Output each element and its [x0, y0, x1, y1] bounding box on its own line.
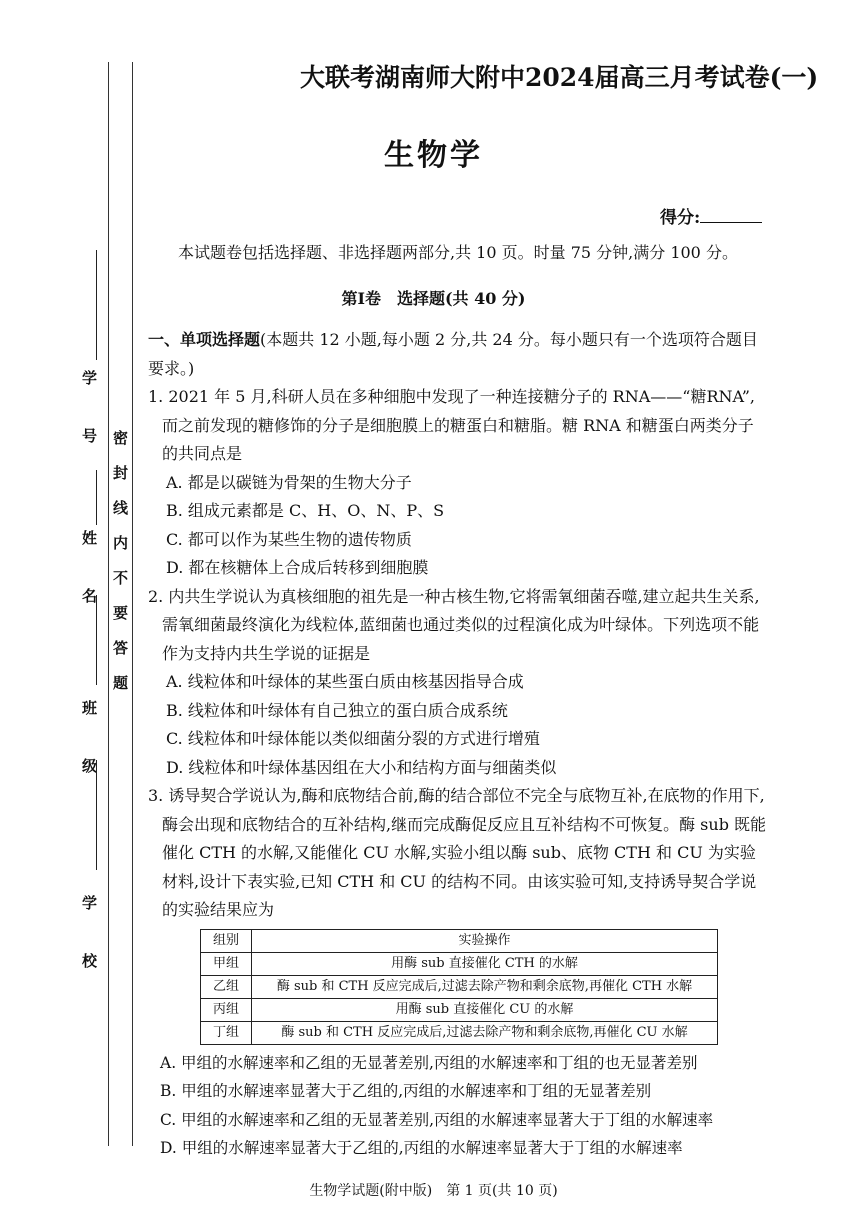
question-1-option-c[interactable]: C. 都可以作为某些生物的遗传物质 [166, 529, 412, 549]
table-row [201, 975, 718, 998]
part-title: 第Ⅰ卷 选择题(共 40 分) [341, 289, 526, 308]
class-label: 班 级 [80, 700, 98, 787]
section-heading-title: 一、单项选择题 [148, 330, 261, 349]
table-row [201, 952, 718, 975]
table-cell-operation: 用酶 sub 直接催化 CU 的水解 [252, 998, 718, 1021]
table-row [201, 1021, 718, 1044]
table-cell-group: 丁组 [201, 1021, 252, 1044]
experiment-table [200, 929, 718, 1045]
exam-title: 大联考湖南师大附中2024届高三月考试卷(一) [300, 63, 819, 92]
question-2-option-d[interactable]: D. 线粒体和叶绿体基因组在大小和结构方面与细菌类似 [166, 757, 557, 777]
class-line [96, 760, 97, 870]
subject-title: 生物学 [384, 138, 483, 173]
score-blank[interactable] [700, 208, 762, 223]
question-2-option-b[interactable]: B. 线粒体和叶绿体有自己独立的蛋白质合成系统 [166, 700, 508, 720]
question-content [148, 326, 768, 1163]
question-1-option-d[interactable]: D. 都在核糖体上合成后转移到细胞膜 [166, 558, 429, 577]
question-1 [148, 383, 768, 583]
page-footer: 生物学试题(附中版) 第 1 页(共 10 页) [309, 1183, 558, 1199]
section-heading-desc: (本题共 12 小题,每小题 2 分,共 24 分。每小题只有一个选项符合题目要求。) [148, 330, 758, 378]
question-3-option-c[interactable]: C. 甲组的水解速率和乙组的无显著差别,丙组的水解速率显著大于丁组的水解速率 [160, 1110, 714, 1129]
question-3-option-b[interactable]: B. 甲组的水解速率显著大于乙组的,丙组的水解速率和丁组的无显著差别 [160, 1082, 652, 1100]
table-header-row [201, 929, 718, 952]
question-1-stem: 1. 2021 年 5 月,科研人员在多种细胞中发现了一种连接糖分子的 RNA——“糖RNA”,而之前发现的糖修饰的分子是细胞膜上的糖蛋白和糖脂。糖 RNA 和糖蛋白两类分子的共同点是 [148, 387, 755, 463]
table-header-group: 组别 [201, 929, 252, 952]
question-3-stem: 3. 诱导契合学说认为,酶和底物结合前,酶的结合部位不完全与底物互补,在底物的作用下,酶会出现和底物结合的互补结构,继而完成酶促反应且互补结构不可恢复。酶 sub 既能催化 CTH 的水解,又能催化 CU 水解,实验小组以酶 sub、底物 CTH 和 CU 为实验材料,设计下表实验,已知 CTH 和 CU 的结构不同。由该实验可知,支持诱导契合学说的实验结果应为 [148, 786, 767, 919]
seal-warning-text: 密封线内不要答题 [111, 430, 129, 710]
question-2-stem: 2. 内共生学说认为真核细胞的祖先是一种古核生物,它将需氧细菌吞噬,建立起共生关系,需氧细菌最终演化为线粒体,蓝细菌也通过类似的过程演化成为叶绿体。下列选项不能作为支持内共生学说的证据是 [148, 586, 760, 663]
table-cell-group: 乙组 [201, 975, 252, 998]
question-1-option-a[interactable]: A. 都是以碳链为骨架的生物大分子 [166, 472, 412, 492]
school-label: 学 校 [80, 895, 98, 982]
table-cell-operation: 酶 sub 和 CTH 反应完成后,过滤去除产物和剩余底物,再催化 CU 水解 [252, 1021, 718, 1044]
table-row [201, 998, 718, 1021]
table-header-operation: 实验操作 [252, 929, 718, 952]
table-cell-group: 丙组 [201, 998, 252, 1021]
binding-margin-line [108, 62, 109, 1146]
question-3-option-d[interactable]: D. 甲组的水解速率显著大于乙组的,丙组的水解速率显著大于丁组的水解速率 [160, 1139, 683, 1157]
table-cell-operation: 用酶 sub 直接催化 CTH 的水解 [252, 952, 718, 975]
binding-margin-line [132, 62, 133, 1146]
question-3-option-a[interactable]: A. 甲组的水解速率和乙组的无显著差别,丙组的水解速率和丁组的也无显著差别 [160, 1053, 698, 1072]
exam-intro: 本试题卷包括选择题、非选择题两部分,共 10 页。时量 75 分钟,满分 100 分。 [178, 243, 738, 262]
score-label: 得分: [660, 208, 701, 228]
question-1-option-b[interactable]: B. 组成元素都是 C、H、O、N、P、S [166, 501, 445, 520]
score-field[interactable] [660, 203, 762, 228]
question-3 [148, 782, 768, 1163]
section-heading [148, 326, 768, 383]
question-2-option-c[interactable]: C. 线粒体和叶绿体能以类似细菌分裂的方式进行增殖 [166, 729, 540, 748]
name-line-upper [96, 470, 97, 525]
question-2-option-a[interactable]: A. 线粒体和叶绿体的某些蛋白质由核基因指导合成 [166, 672, 524, 691]
name-label: 姓 名 [80, 530, 98, 617]
table-cell-group: 甲组 [201, 952, 252, 975]
table-cell-operation: 酶 sub 和 CTH 反应完成后,过滤去除产物和剩余底物,再催化 CTH 水解 [252, 975, 718, 998]
question-2 [148, 583, 768, 783]
student-id-label: 学 号 [80, 370, 98, 457]
name-line-lower [96, 595, 97, 685]
